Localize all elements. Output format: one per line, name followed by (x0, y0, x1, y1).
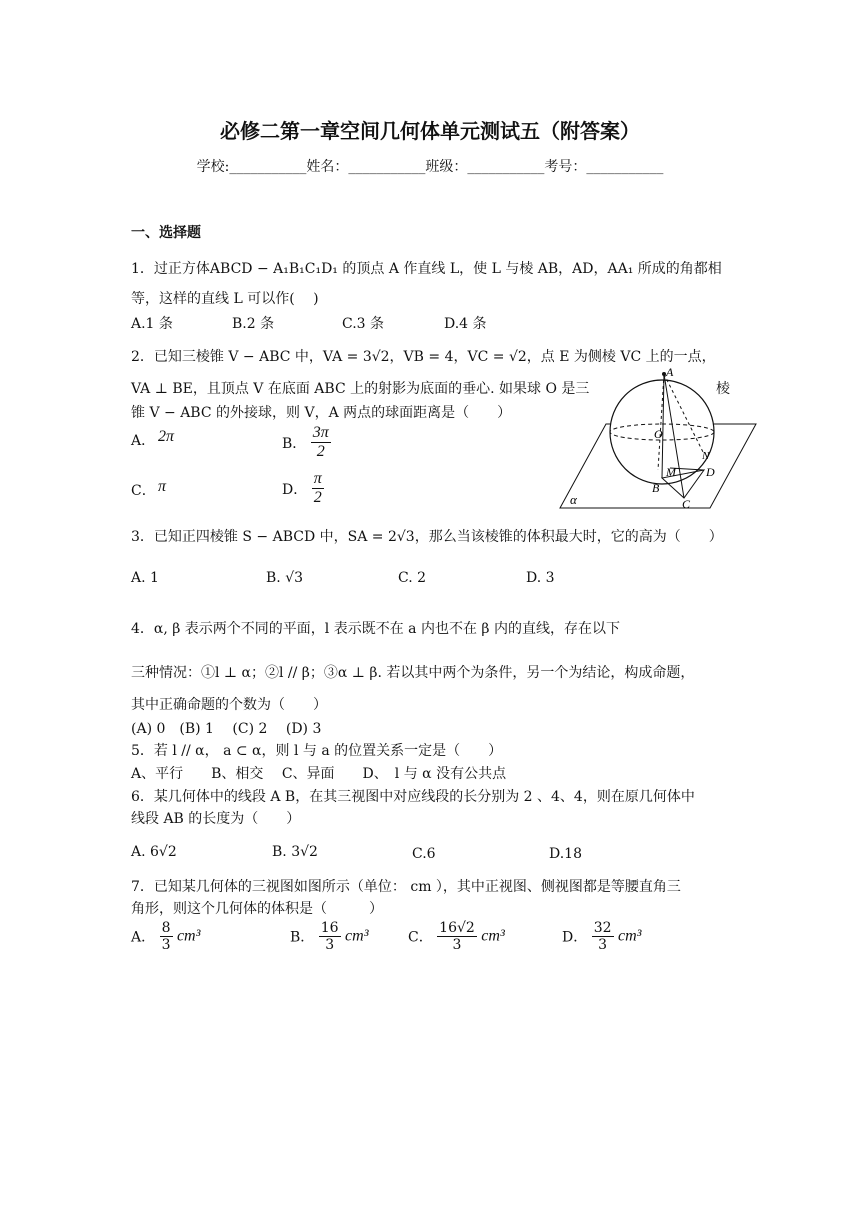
label-n: N (702, 450, 710, 462)
q7-option-d-label: D． (562, 929, 588, 946)
q7-option-a-denominator: 3 (161, 937, 171, 954)
q7-option-b-fraction (319, 920, 341, 953)
q2-option-b-fraction (311, 424, 331, 462)
q7-option-b (290, 920, 368, 953)
q7-option-b-unit: cm³ (345, 927, 369, 945)
label-b: B (652, 481, 660, 495)
q5-options: A、平行 B、相交 C、异面 D、 l 与 α 没有公共点 (131, 766, 507, 782)
q7-option-a (131, 920, 200, 953)
label-m: M (666, 465, 676, 479)
q2-line2: VA ⊥ BE，且顶点 V 在底面 ABC 上的射影为底面的垂心. 如果球 O 是三 (131, 381, 590, 397)
q4-line2: 三种情况：①l ⊥ α；②l // β；③α ⊥ β. 若以其中两个为条件，另一个为结论，构成命题， (131, 665, 695, 681)
q7-option-a-label: A． (131, 929, 156, 946)
q2-option-c-label: C． (131, 483, 156, 499)
label-alpha: α (570, 492, 577, 507)
q7-option-b-denominator: 3 (325, 937, 335, 954)
q2-option-d-fraction (312, 470, 324, 508)
q3-option-b: B. √3 (266, 570, 304, 586)
q6-option-d: D.18 (549, 846, 582, 862)
q6-line2: 线段 AB 的长度为（ ） (131, 811, 301, 827)
q7-line1: 7．已知某几何体的三视图如图所示（单位： cm ），其中正视图、侧视图都是等腰直角三 (131, 879, 681, 895)
q2-option-b (282, 424, 331, 462)
q2-line1: 2．已知三棱锥 V − ABC 中，VA = 3√2，VB = 4，VC = √2，点 E 为侧棱 VC 上的一点， (131, 349, 716, 365)
q2-option-a-value: 2π (158, 428, 175, 445)
q5-line1: 5．若 l // α， a ⊂ α，则 l 与 a 的位置关系一定是（ ） (131, 743, 503, 759)
q7-line2: 角形，则这个几何体的体积是（ ） (131, 901, 383, 917)
label-d: D (706, 465, 715, 479)
q3-option-a: A. 1 (131, 570, 159, 586)
page-title: 必修二第一章空间几何体单元测试五（附答案） (220, 119, 640, 143)
q1-option-c: C.3 条 (342, 316, 385, 332)
q2-option-b-label: B． (282, 435, 307, 452)
q7-option-b-label: B． (290, 929, 315, 946)
q1-option-a: A.1 条 (131, 316, 173, 332)
q7-option-d-unit: cm³ (617, 927, 642, 945)
q2-option-b-numerator: 3π (311, 424, 331, 443)
section-heading: 一、选择题 (131, 225, 201, 241)
q7-option-d-fraction (592, 920, 614, 953)
q3-option-c: C. 2 (398, 570, 427, 586)
q2-option-b-denominator: 2 (316, 443, 325, 461)
q7-option-c-numerator: 16√2 (439, 920, 475, 936)
q7-option-c-denominator: 3 (452, 937, 462, 954)
q6-option-c: C.6 (412, 846, 436, 862)
student-info-line: 学校:___________姓名：___________班级：___________考号：___________ (196, 159, 664, 175)
q2-line3: 锥 V − ABC 的外接球，则 V，A 两点的球面距离是（ ） (131, 405, 512, 421)
q3-option-d: D. 3 (526, 570, 555, 586)
q7-option-c-unit: cm³ (481, 927, 505, 945)
q7-option-c (408, 920, 505, 953)
q4-options: (A) 0 (B) 1 (C) 2 (D) 3 (131, 721, 322, 737)
q1-option-d: D.4 条 (444, 316, 487, 332)
q6-option-a: A. 6√2 (131, 844, 177, 860)
q2-option-d-numerator: π (312, 470, 324, 489)
q2-option-d-denominator: 2 (313, 489, 322, 507)
q1-option-b: B.2 条 (232, 316, 275, 332)
q7-option-d-numerator: 32 (593, 920, 612, 936)
q6-line1: 6．某几何体中的线段 A B，在其三视图中对应线段的长分别为 2 、4、4，则在原几何体中 (131, 789, 695, 805)
q7-option-a-fraction (160, 920, 173, 953)
q4-line1: 4．α, β 表示两个不同的平面，l 表示既不在 a 内也不在 β 内的直线，存在以下 (131, 621, 620, 637)
q7-option-d-denominator: 3 (598, 937, 608, 954)
q2-option-c-value: π (158, 478, 167, 495)
sphere-pyramid-figure (558, 362, 758, 512)
q3-line1: 3．已知正四棱锥 S − ABCD 中，SA = 2√3，那么当该棱锥的体积最大时，它的高为（ ） (131, 529, 723, 545)
q7-option-c-fraction (437, 920, 477, 953)
label-a: A (666, 365, 674, 379)
q2-line2-tail: 棱 (716, 381, 730, 397)
q1-line2: 等，这样的直线 L 可以作( ) (131, 291, 319, 307)
q7-option-d (562, 920, 641, 953)
q6-option-b: B. 3√2 (272, 844, 318, 860)
q2-option-a-label: A． (131, 433, 156, 449)
q2-option-d (282, 470, 324, 508)
q7-option-c-label: C． (408, 929, 433, 946)
q7-option-a-numerator: 8 (161, 920, 171, 936)
q7-option-b-numerator: 16 (320, 920, 339, 936)
q2-option-d-label: D． (282, 481, 308, 498)
label-o: O (654, 427, 663, 441)
label-c: C (682, 497, 691, 511)
q7-option-a-unit: cm³ (176, 927, 201, 945)
q1-line1: 1．过正方体ABCD − A₁B₁C₁D₁ 的顶点 A 作直线 L，使 L 与棱 AB，AD，AA₁ 所成的角都相 (131, 261, 722, 277)
q4-line3: 其中正确命题的个数为（ ） (131, 697, 327, 713)
